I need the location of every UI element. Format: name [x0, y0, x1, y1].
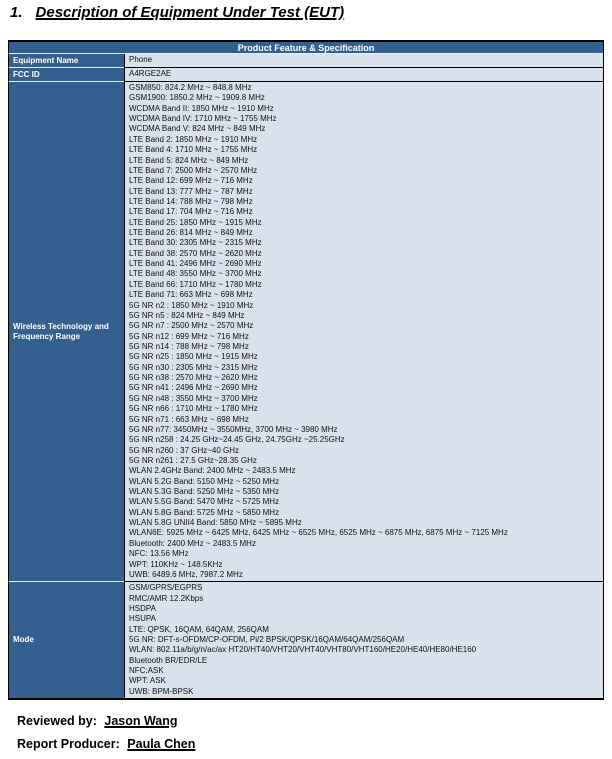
- row-label: Mode: [9, 582, 124, 698]
- spec-line: 5G NR n30 : 2305 MHz ~ 2315 MHz: [129, 362, 258, 372]
- spec-line: WLAN 5.8G Band: 5725 MHz ~ 5850 MHz: [129, 507, 280, 517]
- spec-line: 5G NR n14 : 788 MHz ~ 798 MHz: [129, 341, 249, 351]
- spec-line: WCDMA Band II: 1850 MHz ~ 1910 MHz: [129, 103, 274, 113]
- spec-line: 5G NR n66 : 1710 MHz ~ 1780 MHz: [129, 404, 258, 414]
- spec-line: LTE Band 2: 1850 MHz ~ 1910 MHz: [129, 134, 258, 144]
- spec-line: WCDMA Band IV: 1710 MHz ~ 1755 MHz: [129, 114, 277, 124]
- spec-table: [8, 40, 604, 700]
- spec-line: 5G NR n41 : 2496 MHz ~ 2690 MHz: [129, 383, 258, 393]
- reviewed-by-label: Reviewed by:: [17, 714, 97, 728]
- spec-line: WLAN 5.8G UNII4 Band: 5850 MHz ~ 5895 MHz: [129, 518, 302, 528]
- row-label: Wireless Technology and Frequency Range: [9, 82, 124, 582]
- spec-line: WLAN 5.5G Band: 5470 MHz ~ 5725 MHz: [129, 497, 280, 507]
- spec-line: LTE Band 41: 2496 MHz ~ 2690 MHz: [129, 259, 262, 269]
- spec-line: WLAN: 802.11a/b/g/n/ac/ax HT20/HT40/VHT20/VHT40/VHT80/VHT160/HE20/HE40/HE80/HE160: [129, 645, 477, 655]
- spec-line: GSM850: 824.2 MHz ~ 848.8 MHz: [129, 83, 252, 92]
- table-header: Product Feature & Specification: [9, 42, 603, 54]
- table-row: [9, 68, 603, 82]
- spec-line: GSM/GPRS/EGPRS: [129, 583, 203, 593]
- spec-line: LTE Band 26: 814 MHz ~ 849 MHz: [129, 228, 253, 238]
- spec-line: LTE Band 38: 2570 MHz ~ 2620 MHz: [129, 248, 262, 258]
- spec-line: 5G NR n7 : 2500 MHz ~ 2570 MHz: [129, 321, 254, 331]
- spec-line: 5G NR n258 : 24.25 GHz~24.45 GHz, 24.75GHz ~25.25GHz: [129, 435, 345, 445]
- spec-line: WCDMA Band V: 824 MHz ~ 849 MHz: [129, 124, 266, 134]
- spec-line: UWB: BPM-BPSK: [129, 686, 194, 696]
- spec-line: NFC: 13.56 MHz: [129, 549, 189, 559]
- spec-line: UWB: 6489.6 MHz, 7987.2 MHz: [129, 569, 243, 579]
- spec-line: 5G NR: DFT-s-OFDM/CP-OFDM, Pi/2 BPSK/QPSK/16QAM/64QAM/256QAM: [129, 635, 405, 645]
- spec-line: 5G NR n25 : 1850 MHz ~ 1915 MHz: [129, 352, 258, 362]
- spec-line: 5G NR n77: 3450MHz ~ 3550MHz, 3700 MHz ~ 3980 MHz: [129, 424, 338, 434]
- row-value: [124, 582, 603, 698]
- spec-line: 5G NR n260 : 37 GHz~40 GHz: [129, 445, 240, 455]
- spec-line: LTE Band 12: 699 MHz ~ 716 MHz: [129, 176, 253, 186]
- spec-line: LTE Band 71: 663 MHz ~ 698 MHz: [129, 290, 253, 300]
- report-producer-name: Paula Chen: [127, 737, 196, 751]
- spec-line: LTE Band 13: 777 MHz ~ 787 MHz: [129, 186, 253, 196]
- table-row: [9, 54, 603, 68]
- spec-line: GSM1900: 1850.2 MHz ~ 1909.8 MHz: [129, 93, 265, 103]
- spec-line: LTE Band 48: 3550 MHz ~ 3700 MHz: [129, 269, 262, 279]
- spec-line: RMC/AMR 12.2Kbps: [129, 593, 204, 603]
- spec-line: 5G NR n2 : 1850 MHz ~ 1910 MHz: [129, 300, 254, 310]
- spec-line: LTE Band 66: 1710 MHz ~ 1780 MHz: [129, 279, 262, 289]
- section-title-text: Description of Equipment Under Test (EUT): [35, 4, 345, 21]
- spec-line: 5G NR n38 : 2570 MHz ~ 2620 MHz: [129, 373, 258, 383]
- row-label: FCC ID: [9, 68, 124, 82]
- spec-line: WLAN 2.4GHz Band: 2400 MHz ~ 2483.5 MHz: [129, 466, 296, 476]
- row-value: [124, 82, 603, 582]
- spec-line: 5G NR n12 : 699 MHz ~ 716 MHz: [129, 331, 249, 341]
- spec-line: LTE Band 4: 1710 MHz ~ 1755 MHz: [129, 145, 258, 155]
- spec-line: Bluetooth: 2400 MHz ~ 2483.5 MHz: [129, 538, 256, 548]
- table-row: [9, 82, 603, 582]
- spec-line: 5G NR n71 : 663 MHz ~ 698 MHz: [129, 414, 249, 424]
- table-row: [9, 582, 603, 698]
- spec-line: WLAN 5.2G Band: 5150 MHz ~ 5250 MHz: [129, 476, 280, 486]
- section-title: [10, 4, 344, 21]
- spec-line: WLAN 5.3G Band: 5250 MHz ~ 5350 MHz: [129, 487, 280, 497]
- spec-line: LTE Band 14: 788 MHz ~ 798 MHz: [129, 196, 253, 206]
- spec-line: 5G NR n261 : 27.5 GHz~28.35 GHz: [129, 455, 257, 465]
- report-producer-line: [17, 737, 195, 751]
- spec-line: HSDPA: [129, 603, 156, 613]
- row-value: [124, 68, 603, 82]
- row-value: [124, 54, 603, 68]
- spec-line: LTE Band 30: 2305 MHz ~ 2315 MHz: [129, 238, 262, 248]
- report-producer-label: Report Producer:: [17, 737, 120, 751]
- spec-line: LTE Band 25: 1850 MHz ~ 1915 MHz: [129, 217, 262, 227]
- reviewed-by-name: Jason Wang: [104, 714, 178, 728]
- spec-line: WPT: 110KHz ~ 148.5KHz: [129, 559, 223, 569]
- spec-line: LTE Band 17: 704 MHz ~ 716 MHz: [129, 207, 253, 217]
- section-number: 1.: [10, 4, 23, 21]
- spec-line: Bluetooth BR/EDR/LE: [129, 655, 208, 665]
- spec-line: 5G NR n48 : 3550 MHz ~ 3700 MHz: [129, 393, 258, 403]
- spec-line: 5G NR n5 : 824 MHz ~ 849 MHz: [129, 310, 245, 320]
- spec-line: LTE Band 5: 824 MHz ~ 849 MHz: [129, 155, 249, 165]
- spec-line: LTE Band 7: 2500 MHz ~ 2570 MHz: [129, 165, 258, 175]
- spec-table-body: [9, 54, 603, 698]
- spec-line: WLAN6E: 5925 MHz ~ 6425 MHz, 6425 MHz ~ 6525 MHz, 6525 MHz ~ 6875 MHz, 6875 MHz ~ 7125 MHz: [129, 528, 508, 538]
- spec-line: HSUPA: [129, 614, 156, 624]
- row-label: Equipment Name: [9, 54, 124, 68]
- spec-line: Phone: [129, 55, 153, 65]
- spec-line: LTE: QPSK, 16QAM, 64QAM, 256QAM: [129, 624, 269, 634]
- spec-line: A4RGE2AE: [129, 69, 172, 79]
- reviewed-by-line: [17, 714, 178, 728]
- spec-line: NFC:ASK: [129, 666, 164, 676]
- spec-line: WPT: ASK: [129, 676, 166, 686]
